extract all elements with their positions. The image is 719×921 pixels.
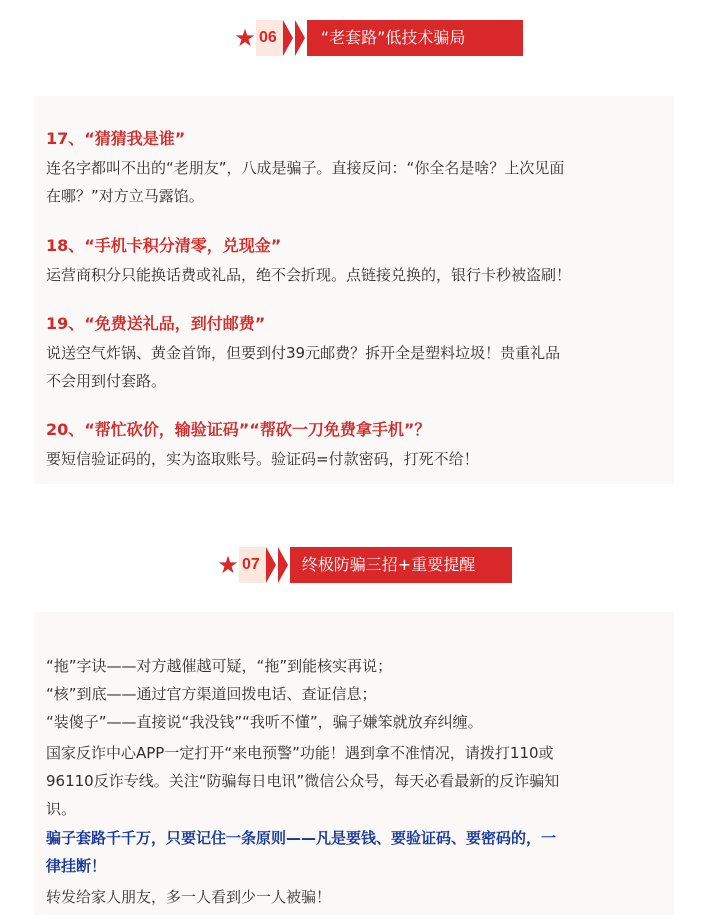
section-title: “老套路”低技术骗局 xyxy=(307,20,523,56)
tips-panel xyxy=(34,612,674,915)
list-item xyxy=(46,313,666,395)
chevron-right-icon xyxy=(295,20,305,56)
item-text: 要短信验证码的，实为盗取账号。验证码=付款密码，打死不给！ xyxy=(46,450,479,468)
section-number: 06 xyxy=(256,20,283,56)
section-07-banner xyxy=(0,547,719,583)
tip-line: 96110反诈专线。关注“防骗每日电讯”微信公众号，每天必看最新的反诈骗知 xyxy=(46,772,560,790)
list-item xyxy=(46,419,666,473)
chevron-right-icon xyxy=(283,20,293,56)
tip-line: “拖”字诀——对方越催越可疑，“拖”到能核实再说； xyxy=(46,657,393,675)
item-text: 连名字都叫不出的“老朋友”，八成是骗子。直接反问：“你全名是啥？上次见面 xyxy=(46,159,565,177)
item-heading: 18、“手机卡积分清零，兑现金” xyxy=(46,236,282,255)
list-item xyxy=(46,128,666,210)
star-icon: ★ xyxy=(217,551,239,579)
tip-line: 识。 xyxy=(46,800,77,818)
star-icon: ★ xyxy=(234,24,256,52)
item-text: 不会用到付套路。 xyxy=(46,372,167,390)
item-text: 说送空气炸锅、黄金首饰，但要到付39元邮费？拆开全是塑料垃圾！贵重礼品 xyxy=(46,344,561,362)
section-badge xyxy=(234,20,523,56)
key-rule-line: 骗子套路千千万，只要记住一条原则——凡是要钱、要验证码、要密码的，一 xyxy=(46,829,557,847)
item-heading: 17、“猜猜我是谁” xyxy=(46,129,186,148)
item-text: 运营商积分只能换话费或礼品，绝不会折现。点链接兑换的，银行卡秒被盗刷！ xyxy=(46,266,572,284)
item-heading: 19、“免费送礼品，到付邮费” xyxy=(46,314,266,333)
section-number: 07 xyxy=(239,547,266,583)
tip-line: “装傻子”——直接说“我没钱”“我听不懂”，骗子嫌笨就放弃纠缠。 xyxy=(46,713,483,731)
section-badge xyxy=(217,547,512,583)
chevron-right-icon xyxy=(266,547,276,583)
key-rule-line: 律挂断！ xyxy=(46,857,107,875)
scam-list-panel xyxy=(34,96,674,484)
item-heading: 20、“帮忙砍价，输验证码”“帮砍一刀免费拿手机”？ xyxy=(46,420,431,439)
tip-line: “核”到底——通过官方渠道回拨电话、查证信息； xyxy=(46,685,377,703)
section-06-banner xyxy=(0,20,719,56)
chevron-right-icon xyxy=(278,547,288,583)
list-item xyxy=(46,235,666,289)
section-title: 终极防骗三招+重要提醒 xyxy=(290,547,512,583)
share-reminder: 转发给家人朋友，多一人看到少一人被骗！ xyxy=(46,888,332,906)
tip-line: 国家反诈中心APP一定打开“来电预警”功能！遇到拿不准情况，请拨打110或 xyxy=(46,744,554,762)
item-text: 在哪？”对方立马露馅。 xyxy=(46,187,204,205)
